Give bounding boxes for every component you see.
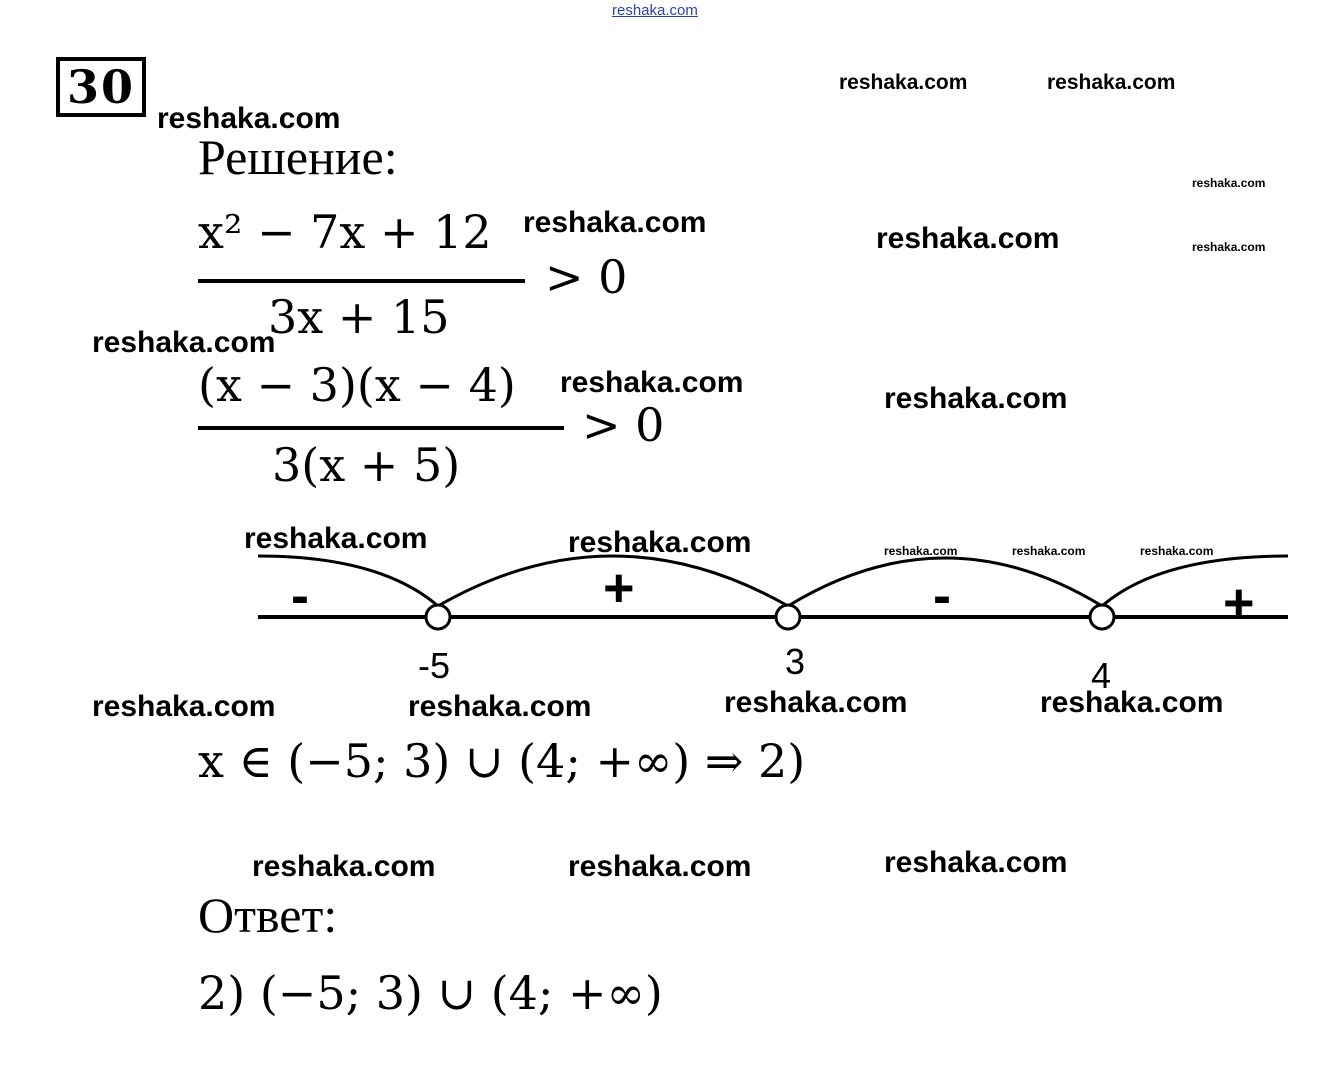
step2-denominator: 3(x + 5) — [272, 438, 461, 492]
watermark: reshaka.com — [1040, 686, 1224, 719]
problem-number: 30 — [56, 57, 146, 117]
step1-relation: > 0 — [545, 250, 628, 304]
watermark: reshaka.com — [157, 102, 341, 135]
sign-arc — [1102, 556, 1288, 606]
watermark-top: reshaka.com — [612, 2, 698, 19]
interval-sign: - — [933, 566, 951, 626]
watermark: reshaka.com — [1192, 240, 1266, 254]
solution-heading: Решение: — [198, 129, 398, 185]
open-point — [426, 605, 450, 629]
watermark: reshaka.com — [1140, 544, 1214, 558]
solution-line: x ∈ (−5; 3) ∪ (4; +∞) ⇒ 2) — [198, 734, 806, 788]
answer-heading: Ответ: — [198, 887, 338, 943]
watermark: reshaka.com — [568, 850, 752, 883]
watermark: reshaka.com — [724, 686, 908, 719]
watermark: reshaka.com — [92, 690, 276, 723]
open-point — [1090, 605, 1114, 629]
watermark: reshaka.com — [876, 222, 1060, 255]
watermark: reshaka.com — [408, 690, 592, 723]
answer-text: 2) (−5; 3) ∪ (4; +∞) — [198, 966, 663, 1020]
watermark: reshaka.com — [884, 846, 1068, 879]
watermark: reshaka.com — [1012, 544, 1086, 558]
watermark: reshaka.com — [252, 850, 436, 883]
point-label: -5 — [418, 645, 451, 686]
interval-sign: - — [291, 566, 309, 626]
sign-arc — [258, 556, 438, 606]
watermark: reshaka.com — [1192, 176, 1266, 190]
watermark: reshaka.com — [560, 366, 744, 399]
step2-numerator: (x − 3)(x − 4) — [198, 358, 516, 412]
point-label: 3 — [785, 641, 806, 682]
watermark: reshaka.com — [92, 326, 276, 359]
watermark: reshaka.com — [1047, 71, 1176, 94]
interval-sign: + — [1223, 573, 1255, 633]
open-point — [776, 605, 800, 629]
point-label: 4 — [1091, 655, 1112, 696]
watermark: reshaka.com — [568, 526, 752, 559]
interval-sign: + — [603, 558, 635, 618]
step1-numerator: x² − 7x + 12 — [198, 205, 492, 259]
watermark: reshaka.com — [884, 382, 1068, 415]
step2-relation: > 0 — [582, 398, 665, 452]
step1-denominator: 3x + 15 — [268, 290, 450, 344]
watermark: reshaka.com — [884, 544, 958, 558]
watermark: reshaka.com — [244, 522, 428, 555]
watermark: reshaka.com — [523, 206, 707, 239]
watermark: reshaka.com — [839, 71, 968, 94]
